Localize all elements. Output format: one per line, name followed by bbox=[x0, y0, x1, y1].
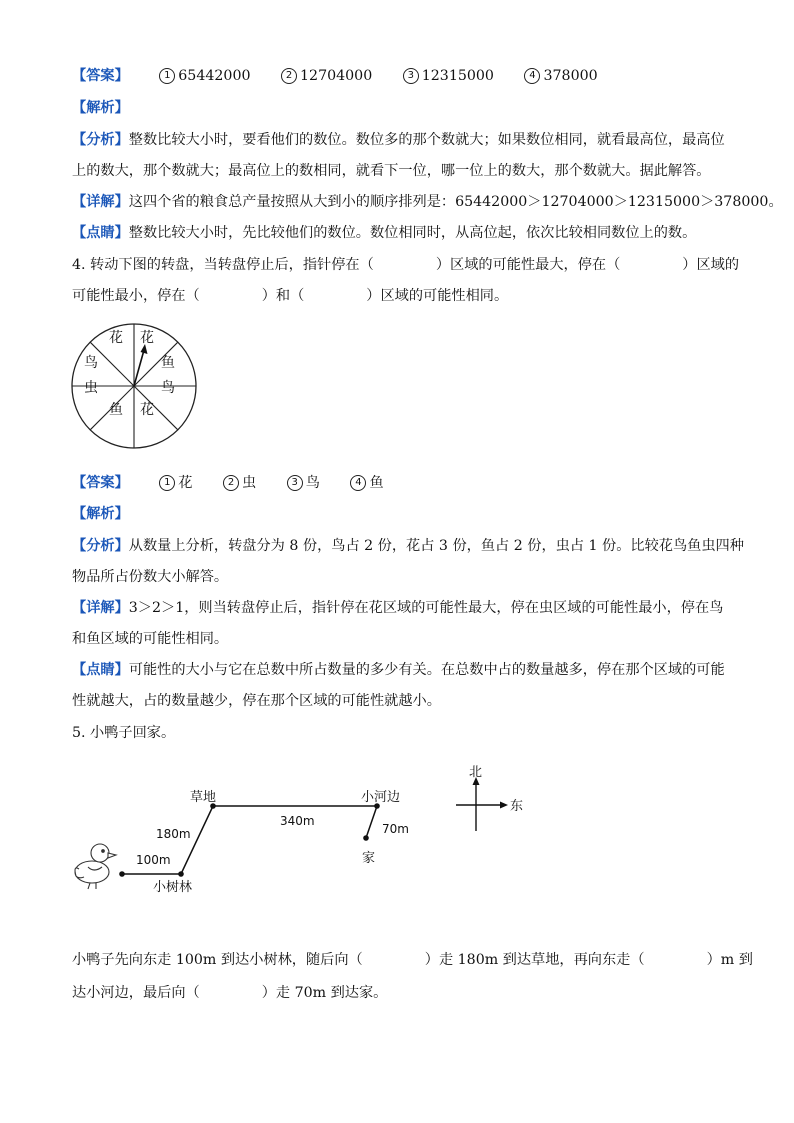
answer-item: 3 12315000 bbox=[403, 66, 494, 86]
q4-xiangjie-1: 【详解】3＞2＞1，则当转盘停止后，指针停在花区域的可能性最大，停在虫区域的可能性最小，停在鸟 bbox=[72, 600, 724, 616]
q3-fenxi-2: 上的数大，那个数就大；最高位上的数相同，就看下一位，哪一位上的数大，那个数就大。据此解答。 bbox=[72, 163, 711, 179]
sector-label: 鸟 bbox=[84, 355, 98, 371]
label-dist-340: 340m bbox=[280, 814, 315, 828]
q4-dianjing-1: 【点睛】可能性的大小与它在总数中所占数量的多少有关。在总数中占的数量越多，停在那个区域的可能 bbox=[72, 662, 725, 678]
sector-label: 花 bbox=[109, 330, 123, 346]
answer-item: 2 虫 bbox=[223, 473, 256, 493]
q4-question-line-1: 4. 转动下图的转盘，当转盘停止后，指针停在（ ）区域的可能性最大，停在（ ）区域的 bbox=[72, 257, 740, 273]
q4-fenxi-1: 【分析】从数量上分析，转盘分为 8 份，鸟占 2 份，花占 3 份，鱼占 2 份，虫占 1 份。比较花鸟鱼虫四种 bbox=[72, 538, 744, 554]
q3-answer-line bbox=[72, 66, 598, 86]
answer-item: 1 花 bbox=[159, 473, 192, 493]
q4-jiexi: 【解析】 bbox=[72, 506, 129, 522]
q3-xiangjie: 【详解】这四个省的粮食总产量按照从大到小的顺序排列是：65442000＞12704000＞12315000＞378000。 bbox=[72, 194, 783, 210]
answer-item: 4 鱼 bbox=[350, 473, 383, 493]
sector-label: 鱼 bbox=[109, 402, 123, 418]
duck-route-map bbox=[60, 755, 540, 905]
compass-icon bbox=[456, 765, 523, 831]
answer-item: 4 378000 bbox=[524, 66, 597, 86]
sector-label: 虫 bbox=[84, 380, 98, 396]
q4-fenxi-2: 物品所占份数大小解答。 bbox=[72, 569, 229, 585]
label-dist-180: 180m bbox=[156, 827, 191, 841]
answer-item: 3 鸟 bbox=[287, 473, 320, 493]
label-dist-100: 100m bbox=[136, 853, 171, 867]
label-xiaoheibian: 小河边 bbox=[361, 790, 401, 805]
label-xiaoshulin: 小树林 bbox=[153, 880, 193, 895]
duck-icon bbox=[75, 844, 116, 889]
q4-dianjing-2: 性就越大，占的数量越少，停在那个区域的可能性就越小。 bbox=[72, 693, 441, 709]
sector-label: 鸟 bbox=[161, 380, 175, 396]
sector-label: 花 bbox=[140, 330, 154, 346]
q5-question-line-2: 达小河边，最后向（ ）走 70m 到达家。 bbox=[72, 985, 388, 1001]
q3-fenxi-1: 【分析】整数比较大小时，要看他们的数位。数位多的那个数就大；如果数位相同，就看最高位，最高位 bbox=[72, 132, 725, 148]
q3-jiexi: 【解析】 bbox=[72, 100, 129, 116]
q4-question-line-2: 可能性最小，停在（ ）和（ ）区域的可能性相同。 bbox=[72, 288, 509, 304]
answer-item: 2 12704000 bbox=[281, 66, 372, 86]
answer-tag: 【答案】 bbox=[72, 68, 129, 84]
answer-item: 1 65442000 bbox=[159, 66, 250, 86]
sector-label: 鱼 bbox=[161, 355, 175, 371]
q4-answer-line bbox=[72, 473, 384, 493]
sector-label: 花 bbox=[140, 402, 154, 418]
label-caodi: 草地 bbox=[190, 790, 217, 805]
label-jia: 家 bbox=[362, 851, 376, 866]
answer-tag: 【答案】 bbox=[72, 475, 129, 491]
q3-dianjing: 【点睛】整数比较大小时，先比较他们的数位。数位相同时，从高位起，依次比较相同数位上的数。 bbox=[72, 225, 697, 241]
q5-question-line-1: 小鸭子先向东走 100m 到达小树林，随后向（ ）走 180m 到达草地，再向东走（ ）m 到 bbox=[72, 952, 753, 968]
spinner-diagram bbox=[68, 320, 204, 456]
compass-north: 北 bbox=[469, 765, 483, 780]
label-dist-70: 70m bbox=[382, 822, 409, 836]
compass-east: 东 bbox=[510, 799, 524, 814]
q4-xiangjie-2: 和鱼区域的可能性相同。 bbox=[72, 631, 229, 647]
q5-title: 5. 小鸭子回家。 bbox=[72, 725, 176, 741]
